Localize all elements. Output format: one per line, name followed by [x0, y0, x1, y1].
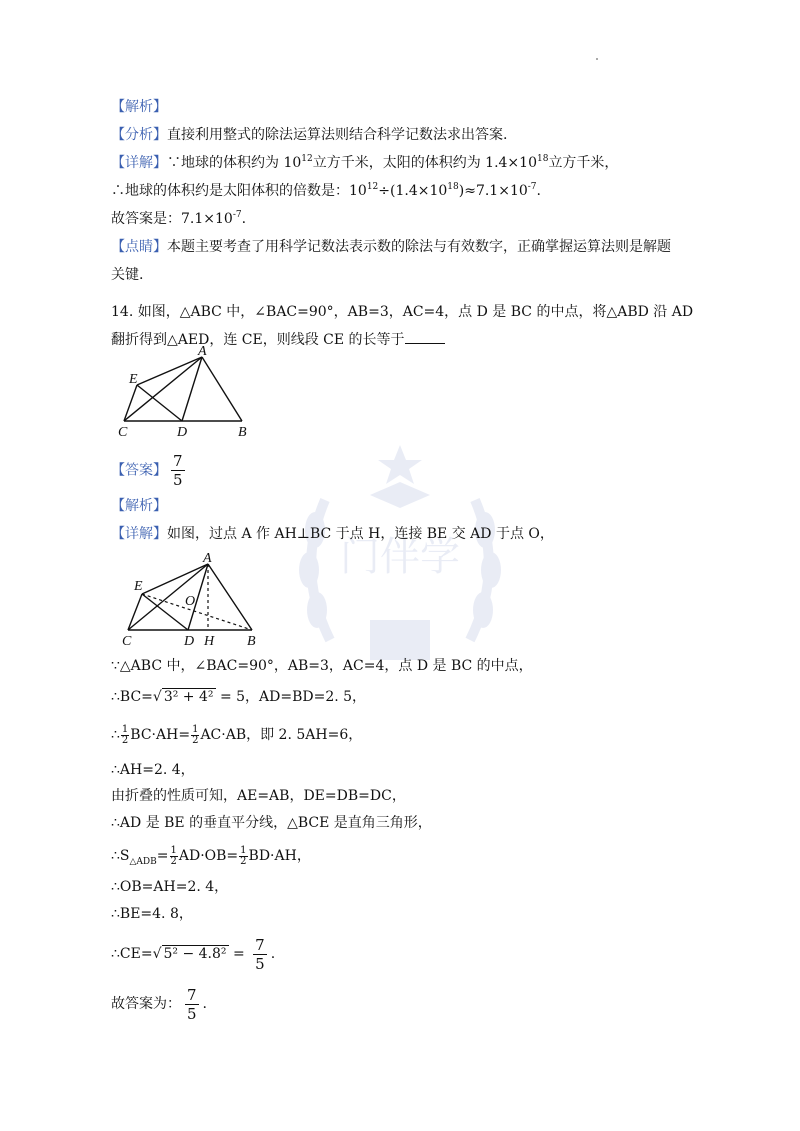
step-8: ∴OB=AH=2. 4， [111, 879, 229, 895]
fig1-segment-ed [137, 385, 182, 421]
half-1 [121, 725, 129, 746]
final-answer-a: 故答案为： [111, 996, 181, 1012]
answer13-b: . [241, 211, 247, 227]
step-3-b: BC·AH= [130, 727, 191, 743]
step-4: ∴AH=2. 4， [111, 762, 195, 778]
ratio-d: . [536, 183, 541, 199]
answer13-line [111, 209, 246, 229]
fig2-label-d: D [184, 634, 195, 649]
fig1-segment-ab [202, 357, 242, 421]
step-9: ∴BE=4. 8， [111, 906, 193, 922]
step-7-a: ∴S [111, 848, 130, 864]
half-1-den: 2 [121, 734, 129, 746]
fenxi-line [111, 125, 507, 145]
step-2-a: ∴BC= [111, 689, 153, 705]
fig1-label-c: C [118, 425, 128, 440]
answer-blank [405, 331, 445, 344]
ratio-line [111, 181, 541, 201]
fig2-label-o: O [185, 594, 196, 609]
step-10-c: . [270, 946, 276, 962]
figure-1 [112, 345, 262, 440]
step-10-b: = [228, 946, 250, 962]
half-2-den: 2 [192, 734, 199, 746]
sqrt-bc-radicand: 3² + 4² [163, 689, 214, 705]
fig2-label-a: A [203, 551, 212, 566]
step-1: ∵△ABC 中，∠BAC=90°，AB=3，AC=4，点 D 是 BC 的中点， [111, 658, 533, 674]
half-2 [191, 725, 199, 746]
step-3-a: ∴ [111, 727, 120, 743]
step-2 [111, 684, 366, 710]
dianjing-text2: 关键. [111, 267, 144, 283]
step-7 [111, 843, 311, 875]
ratio-sup2: 18 [447, 182, 459, 192]
fig1-label-a: A [198, 345, 207, 359]
detail-tag: 【详解】 [111, 526, 167, 542]
fig1-segment-ae [137, 357, 202, 385]
half-4-den: 2 [240, 855, 247, 867]
sqrt-ce: √ 5² − 4.8² [152, 946, 227, 962]
fenxi-text: 直接利用整式的除法运算法则结合科学记数法求出答案. [167, 127, 508, 143]
ce-fraction [253, 936, 267, 973]
half-3-num: 1 [170, 844, 177, 856]
half-4-num: 1 [240, 844, 247, 856]
xiangjie-line [111, 153, 618, 173]
figure-2 [112, 550, 272, 650]
q14-stem-1: 14. 如图，△ABC 中，∠BAC=90°，AB=3，AC=4，点 D 是 BC 的中点，将△ABD 沿 AD [111, 304, 694, 320]
dianjing-line [111, 237, 671, 257]
ce-denominator: 5 [255, 954, 265, 973]
ratio-sup3: -7 [527, 182, 537, 192]
xiangjie-tag: 【详解】 [111, 155, 167, 171]
fig1-segment-ad [182, 357, 202, 421]
dianjing-text: 本题主要考查了用科学记数法表示数的除法与有效数字，正确掌握运算法则是解题 [167, 239, 671, 255]
detail-text: 如图，过点 A 作 AH⊥BC 于点 H，连接 BE 交 AD 于点 O， [167, 526, 554, 542]
answer-denominator: 5 [173, 471, 183, 489]
step-7-c: AD·OB= [178, 848, 239, 864]
step-2-b: = 5，AD=BD=2. 5， [215, 689, 367, 705]
half-3 [170, 846, 178, 867]
fig2-label-h: H [204, 634, 215, 649]
xiangjie-a-sup: 12 [301, 154, 313, 164]
answer13-sup: -7 [232, 210, 242, 220]
step-3-c: AC·AB，即 2. 5AH=6， [200, 727, 363, 743]
fig1-label-b: B [238, 425, 247, 440]
half-1-num: 1 [121, 723, 129, 735]
xiangjie-b-sup: 18 [536, 154, 549, 164]
jiexi-heading: 【解析】 [111, 99, 167, 115]
answer-tag: 【答案】 [111, 462, 167, 479]
step-6: ∴AD 是 BE 的垂直平分线，△BCE 是直角三角形， [111, 815, 432, 831]
fenxi-tag: 【分析】 [111, 127, 167, 143]
step-7-sub: △ADB [129, 856, 157, 867]
fig2-segment-ac [128, 564, 208, 630]
xiangjie-c: 立方千米， [548, 155, 619, 171]
q14-answer-line [111, 452, 189, 489]
ce-numerator: 7 [255, 935, 265, 954]
final-answer-line [111, 984, 207, 1024]
step-10-a: ∴CE= [111, 946, 153, 962]
step-10 [111, 934, 275, 974]
q14-jiexi-heading: 【解析】 [111, 498, 167, 514]
fig1-label-e: E [129, 372, 138, 387]
ratio-c: )≈7.1×10 [458, 183, 528, 199]
half-2-num: 1 [192, 723, 199, 735]
answer-fraction [171, 452, 185, 489]
scan-speck [596, 58, 598, 60]
xiangjie-b: 立方千米，太阳的体积约为 1.4×10 [312, 155, 537, 171]
fig2-segment-ab [208, 564, 252, 630]
step-5: 由折叠的性质可知，AE=AB，DE=DB=DC， [111, 788, 406, 804]
final-numerator: 7 [187, 985, 197, 1004]
watermark-text: 门伴学 [340, 534, 460, 580]
ratio-b: ÷(1.4×10 [378, 183, 448, 199]
answer-numerator: 7 [173, 452, 183, 470]
q14-detail-line [111, 524, 554, 544]
xiangjie-a: ∵地球的体积约为 10 [167, 155, 302, 171]
answer13-a: 故答案是：7.1×10 [111, 211, 233, 227]
fig2-label-c: C [122, 634, 132, 649]
step-3 [111, 722, 362, 748]
dianjing-tag: 【点睛】 [111, 239, 167, 255]
ratio-a: ∴地球的体积约是太阳体积的倍数是：10 [111, 183, 367, 199]
step-7-b: = [156, 848, 169, 864]
sqrt-ce-radicand: 5² − 4.8² [163, 946, 227, 962]
final-fraction [185, 986, 199, 1023]
step-7-d: BD·AH， [248, 848, 311, 864]
fig2-label-e: E [134, 579, 143, 594]
final-denominator: 5 [187, 1004, 197, 1023]
fig2-label-b: B [247, 634, 256, 649]
sqrt-bc: √ 3² + 4² [152, 689, 214, 705]
half-3-den: 2 [170, 855, 177, 867]
ratio-sup1: 12 [366, 182, 379, 192]
fig1-label-d: D [177, 425, 188, 440]
fig2-segment-ae [142, 564, 208, 594]
q14-stem-2-text: 翻折得到△AED，连 CE，则线段 CE 的长等于 [111, 332, 405, 348]
final-answer-b: . [202, 996, 207, 1012]
half-4 [239, 846, 247, 867]
